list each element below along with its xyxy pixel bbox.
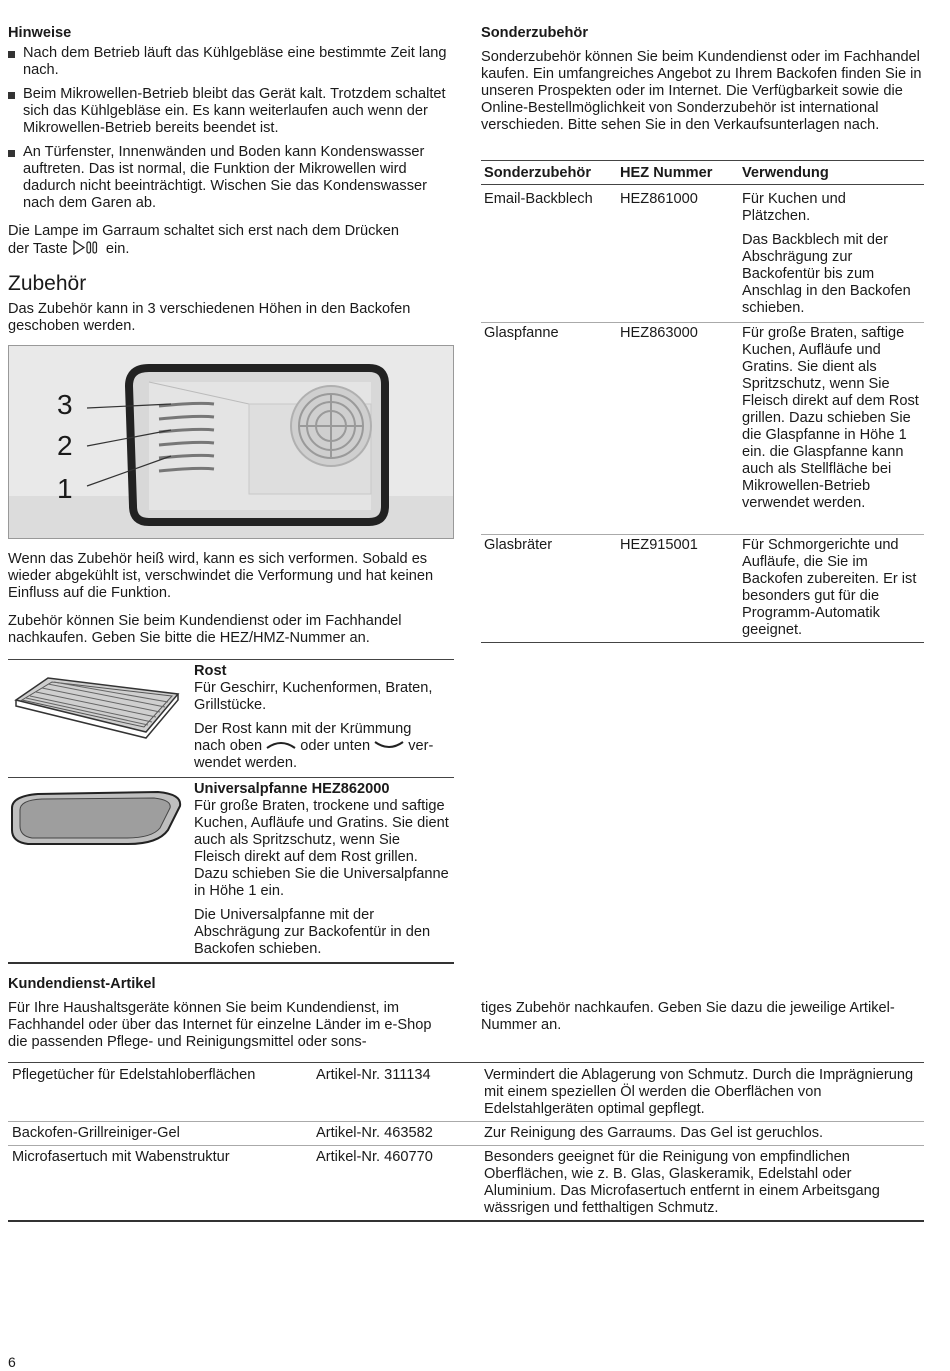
divider	[8, 659, 454, 660]
universalpfanne-image	[8, 790, 184, 850]
rost-title: Rost	[194, 663, 227, 679]
col-header-use: Verwendung	[742, 165, 829, 181]
table-bottom-rule	[8, 1220, 924, 1222]
start-pause-icon	[72, 240, 102, 255]
table-cell: Artikel-Nr. 311134	[316, 1067, 431, 1083]
table-cell: HEZ915001	[620, 537, 698, 553]
table-cell: Besonders geeignet für die Reinigung von empfindlichen Oberflächen, wie z. B. Glas, Glaskeramik, Edelstahl oder Aluminium. Das Microfasertuch entfernt in einem Arbeitsgang wässrigen und fetthaltigen Schmutz.	[484, 1149, 880, 1216]
table-cell: Artikel-Nr. 463582	[316, 1125, 433, 1141]
level-1-label: 1	[57, 473, 73, 504]
rost-block	[194, 663, 454, 772]
sonderzubehoer-intro: Sonderzubehör können Sie beim Kundendienst oder im Fachhandel kaufen. Ein umfangreiches Angebot zu Ihrem Backofen finden Sie in unseren Prospekten oder im Internet. Die Verfügbarkeit sowie die Online-Bestellmöglichkeit von Sonderzubehör ist international verschieden. Bitte sehen Sie in den Verkaufsunterlagen nach.	[481, 49, 922, 133]
kundendienst-intro-right: tiges Zubehör nachkaufen. Geben Sie dazu die jeweilige Artikel-Nummer an.	[481, 1000, 895, 1033]
warp-note: Wenn das Zubehör heiß wird, kann es sich verformen. Sobald es wieder abgekühlt ist, verschwindet die Verformung und hat keinen Einfluss auf die Funktion.	[8, 551, 434, 601]
table-cell	[742, 191, 912, 317]
table-cell: Pflegetücher für Edelstahloberflächen	[12, 1067, 256, 1083]
rost-note-line3: wendet werden.	[194, 755, 298, 771]
row-divider	[481, 534, 924, 535]
table-cell: Zur Reinigung des Garraums. Das Gel ist geruchlos.	[484, 1125, 824, 1141]
table-cell: Email-Backblech	[484, 191, 593, 207]
order-note: Zubehör können Sie beim Kundendienst oder im Fachhandel nachkaufen. Geben Sie bitte die HEZ/HMZ-Nummer an.	[8, 613, 402, 646]
row-divider	[8, 1145, 924, 1146]
lamp-text-prefix: der Taste	[8, 241, 68, 257]
universalpfanne-note: Die Universalpfanne mit der Abschrägung zur Backofentür in den Backofen schieben.	[194, 907, 431, 957]
table-cell: Für Schmorgerichte und Aufläufe, die Sie im Backofen zubereiten. Er ist besonders gut für die Programm-Automatik geeignet.	[742, 537, 917, 638]
table-cell: HEZ861000	[620, 191, 698, 207]
curve-up-icon	[266, 740, 296, 750]
level-2-label: 2	[57, 430, 73, 461]
sonderzubehoer-heading: Sonderzubehör	[481, 25, 589, 41]
table-cell: HEZ863000	[620, 325, 698, 341]
kundendienst-heading: Kundendienst-Artikel	[8, 976, 156, 992]
list-item: An Türfenster, Innenwänden und Boden kann Kondenswasser auftreten. Das ist normal, die Funktion der Mikrowellen wird dadurch nicht beeinträchtigt. Wischen Sie das Kondenswasser nach dem Garen ab.	[8, 144, 453, 212]
row-divider	[8, 1121, 924, 1122]
oven-levels-illustration	[8, 345, 454, 539]
lamp-text-suffix: ein.	[105, 241, 130, 257]
universalpfanne-title: Universalpfanne HEZ862000	[194, 781, 390, 797]
divider	[8, 962, 454, 964]
rost-note-line1: Der Rost kann mit der Krümmung	[194, 721, 412, 737]
list-item: Nach dem Betrieb läuft das Kühlgebläse eine bestimmte Zeit lang nach.	[8, 45, 453, 79]
use-text-2: Das Backblech mit der Abschrägung zur Backofentür bis zum Anschlag in den Backofen schieben.	[742, 232, 911, 316]
table-top-rule	[8, 1062, 924, 1063]
table-cell: Vermindert die Ablagerung von Schmutz. Durch die Imprägnierung mit einem speziellen Öl werden die Oberflächen von Edelstahlgeräten optimal gepflegt.	[484, 1067, 914, 1117]
universalpfanne-block	[194, 781, 450, 958]
table-cell: Für große Braten, saftige Kuchen, Aufläufe und Gratins. Sie dient als Spritzschutz, wenn Sie Fleisch direkt auf dem Rost grillen. Dazu schieben Sie die Glaspfanne in Höhe 1 ein. die Glaspfanne kann auch als Stellfläche bei Mikrowellen-Betrieb verwendet werden.	[742, 325, 919, 511]
table-cell: Backofen-Grillreiniger-Gel	[12, 1125, 180, 1141]
use-text: Für Kuchen und Plätzchen.	[742, 191, 846, 224]
zubehoer-heading: Zubehör	[8, 272, 87, 295]
table-cell: Glaspfanne	[484, 325, 559, 341]
lamp-text-line1: Die Lampe im Garraum schaltet sich erst nach dem Drücken	[8, 223, 399, 239]
rost-note-up: nach oben	[194, 738, 263, 754]
table-header-rule	[481, 184, 924, 185]
hinweise-list	[8, 45, 453, 212]
table-cell: Artikel-Nr. 460770	[316, 1149, 433, 1165]
col-header-hez: HEZ Nummer	[620, 165, 713, 181]
rost-image	[8, 670, 184, 745]
kundendienst-intro-left: Für Ihre Haushaltsgeräte können Sie beim Kundendienst, im Fachhandel oder über das Internet für einzelne Länder im e-Shop die passenden Pflege- und Reinigungsmittel oder sons-	[8, 1000, 432, 1050]
level-3-label: 3	[57, 389, 73, 420]
rost-note-hyphen: ver-	[408, 738, 434, 754]
row-divider	[481, 322, 924, 323]
list-item: Beim Mikrowellen-Betrieb bleibt das Gerät kalt. Trotzdem schaltet sich das Kühlgebläse ein. Es kann weiterlaufen auch wenn der Mikrowellen-Betrieb bereits beendet ist.	[8, 86, 453, 137]
zubehoer-intro: Das Zubehör kann in 3 verschiedenen Höhen in den Backofen geschoben werden.	[8, 301, 411, 334]
rost-note-down: oder unten	[300, 738, 371, 754]
curve-down-icon	[374, 740, 404, 750]
rost-desc: Für Geschirr, Kuchenformen, Braten, Grillstücke.	[194, 680, 433, 713]
table-top-rule	[481, 160, 924, 161]
divider	[8, 777, 454, 778]
table-bottom-rule	[481, 642, 924, 643]
universalpfanne-desc: Für große Braten, trockene und saftige Kuchen, Aufläufe und Gratins. Sie dient auch als Spritzschutz, wenn Sie Fleisch direkt auf dem Rost grillen. Dazu schieben Sie die Universalpfanne in Höhe 1 ein.	[194, 798, 449, 899]
hinweise-heading: Hinweise	[8, 25, 72, 41]
page-number: 6	[8, 1354, 16, 1370]
table-cell: Glasbräter	[484, 537, 553, 553]
col-header-name: Sonderzubehör	[484, 165, 592, 181]
table-cell: Microfasertuch mit Wabenstruktur	[12, 1149, 230, 1165]
lamp-note	[8, 223, 453, 258]
